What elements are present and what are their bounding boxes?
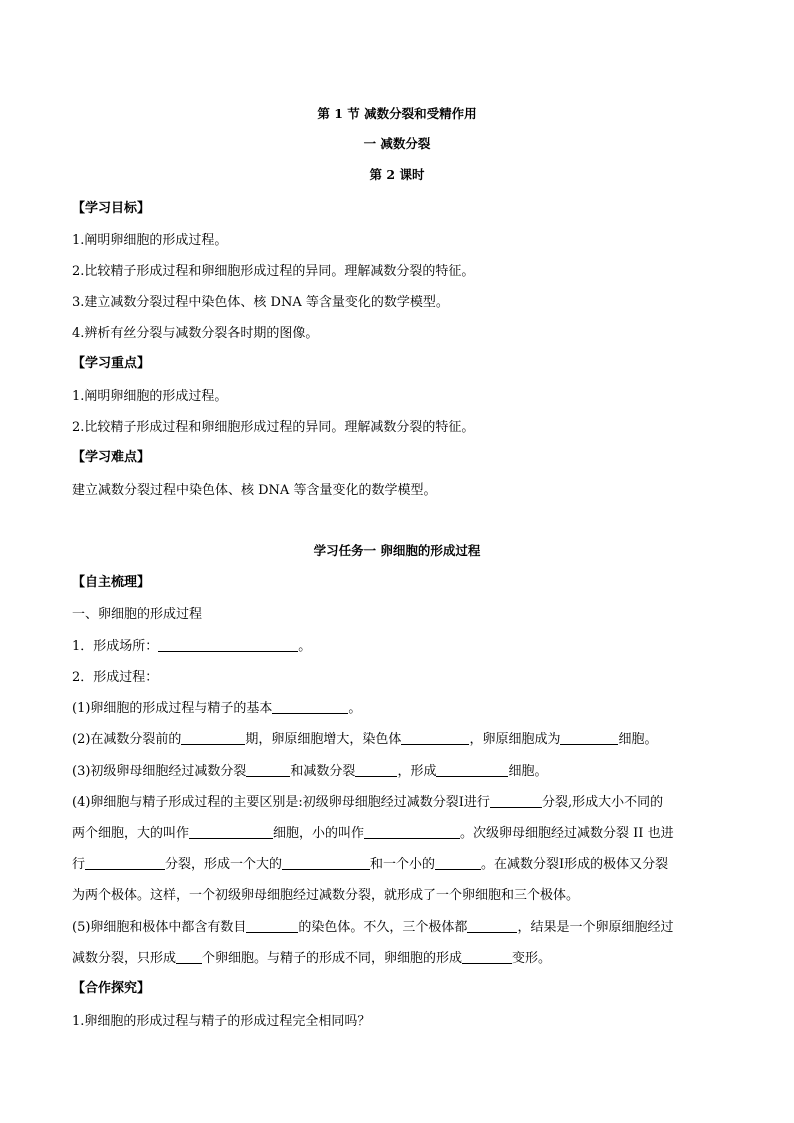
keypoints-heading: 【学习重点】 (72, 356, 151, 371)
section-title: 第 1 节 减数分裂和受精作用 (317, 106, 477, 121)
answer-blank[interactable] (435, 855, 481, 870)
fill-item-5-line-2: 减数分裂，只形成 个卵细胞。与精子的形成不同，卵细胞的形成 变形。 (72, 951, 552, 966)
fill-item-4-line-2: 两个细胞，大的叫作 细胞，小的叫作 。次级卵母细胞经过减数分裂 II 也进 (72, 826, 674, 841)
answer-blank[interactable] (401, 730, 469, 745)
section-heading: 一、卵细胞的形成过程 (72, 607, 203, 622)
task-title: 学习任务一 卵细胞的形成过程 (313, 543, 481, 558)
answer-blank[interactable] (462, 949, 512, 964)
chapter-subtitle: 一 减数分裂 (363, 136, 431, 151)
keypoint-item: 1.阐明卵细胞的形成过程。 (72, 389, 228, 404)
goal-item: 2.比较精子形成过程和卵细胞形成过程的异同。理解减数分裂的特征。 (72, 264, 475, 279)
keypoint-item: 2.比较精子形成过程和卵细胞形成过程的异同。理解减数分裂的特征。 (72, 420, 475, 435)
goal-item: 1.阐明卵细胞的形成过程。 (72, 233, 228, 248)
goal-item: 4.辨析有丝分裂与减数分裂各时期的图像。 (72, 326, 319, 341)
question-formation-site: 1．形成场所： 。 (72, 639, 312, 654)
fill-item-4-line-4: 为两个极体。这样，一个初级卵母细胞经过减数分裂，就形成了一个卵细胞和三个极体。 (72, 888, 580, 903)
lesson-number: 第 2 课时 (369, 167, 425, 182)
fill-item-3: (3)初级卵母细胞经过减数分裂 和减数分裂 ，形成 细胞。 (72, 764, 548, 779)
fill-item-5-line-1: (5)卵细胞和极体中都含有数目 的染色体。不久，三个极体都 ，结果是一个卵原细胞经过 (72, 920, 674, 935)
inquiry-question: 1.卵细胞的形成过程与精子的形成过程完全相同吗？ (72, 1014, 371, 1029)
answer-blank[interactable] (176, 949, 202, 964)
goals-heading: 【学习目标】 (72, 201, 151, 216)
fill-item-1: (1)卵细胞的形成过程与精子的基本 。 (72, 701, 362, 716)
answer-blank[interactable] (85, 855, 165, 870)
answer-blank[interactable] (467, 918, 517, 933)
fill-item-4-line-1: (4)卵细胞与精子形成过程的主要区别是:初级卵母细胞经过减数分裂Ⅰ进行 分裂,形成大小不同的 (72, 795, 664, 810)
cooperative-inquiry-heading: 【合作探究】 (72, 981, 151, 996)
question-formation-process: 2．形成过程： (72, 670, 159, 685)
answer-blank[interactable] (436, 762, 508, 777)
answer-blank[interactable] (158, 637, 298, 652)
answer-blank[interactable] (189, 824, 273, 839)
goal-item: 3.建立减数分裂过程中染色体、核 DNA 等含量变化的数学模型。 (72, 295, 449, 310)
answer-blank[interactable] (560, 730, 618, 745)
difficulty-item: 建立减数分裂过程中染色体、核 DNA 等含量变化的数学模型。 (72, 483, 437, 498)
answer-blank[interactable] (181, 730, 245, 745)
answer-blank[interactable] (490, 793, 542, 808)
answer-blank[interactable] (272, 699, 348, 714)
answer-blank[interactable] (364, 824, 460, 839)
answer-blank[interactable] (355, 762, 397, 777)
fill-item-4-line-3: 行 分裂，形成一个大的 和一个小的 。在减数分裂Ⅰ形成的极体又分裂 (72, 857, 669, 872)
answer-blank[interactable] (282, 855, 370, 870)
difficulty-heading: 【学习难点】 (72, 450, 151, 465)
fill-item-2: (2)在减数分裂前的 期，卵原细胞增大，染色体 ，卵原细胞成为 细胞。 (72, 732, 658, 747)
answer-blank[interactable] (246, 762, 290, 777)
self-study-heading: 【自主梳理】 (72, 575, 151, 590)
answer-blank[interactable] (246, 918, 298, 933)
